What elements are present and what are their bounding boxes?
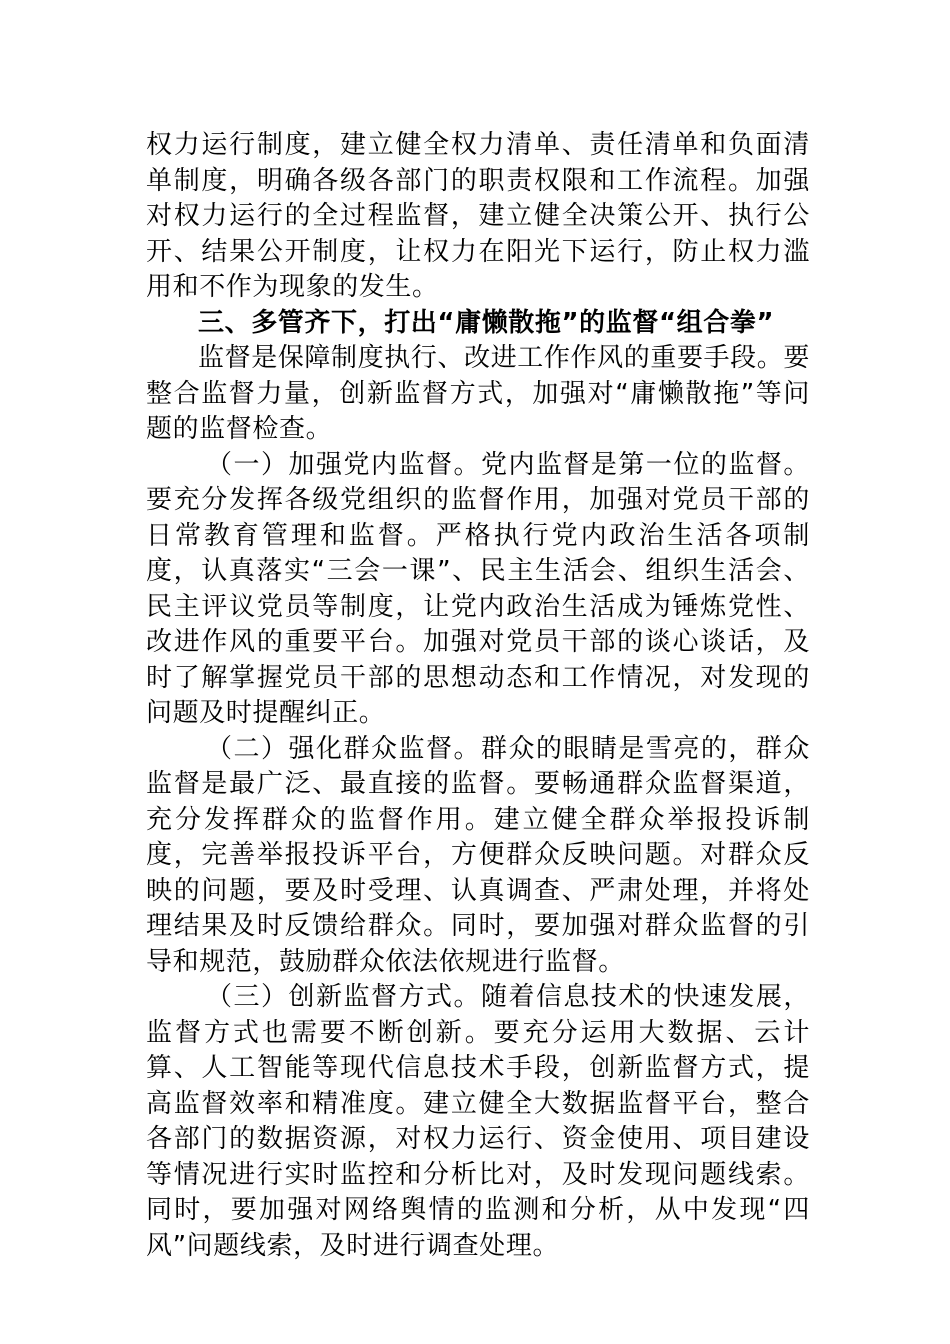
- section-heading-3: 三、多管齐下，打出“庸懒散拖”的监督“组合拳”: [198, 307, 775, 338]
- paragraph-continued: 权力运行制度，建立健全权力清单、责任清单和负面清单制度，明确各级各部门的职责权限和工作流程。加强对权力运行的全过程监督，建立健全决策公开、执行公开、结果公开制度，让权力在阳光下运行，防止权力滥用和不作为现象的发生。: [146, 130, 810, 302]
- subsection-paragraph-3: （三）创新监督方式。随着信息技术的快速发展，监督方式也需要不断创新。要充分运用大数据、云计算、人工智能等现代信息技术手段，创新监督方式，提高监督效率和精准度。建立健全大数据监督平台，整合各部门的数据资源，对权力运行、资金使用、项目建设等情况进行实时监控和分析比对，及时发现问题线索。同时，要加强对网络舆情的监测和分析，从中发现“四风”问题线索，及时进行调查处理。: [146, 982, 810, 1261]
- section-intro-paragraph: 监督是保障制度执行、改进工作作风的重要手段。要整合监督力量，创新监督方式，加强对“庸懒散拖”等问题的监督检查。: [146, 343, 810, 444]
- subsection-paragraph-1: （一）加强党内监督。党内监督是第一位的监督。要充分发挥各级党组织的监督作用，加强对党员干部的日常教育管理和监督。严格执行党内政治生活各项制度，认真落实“三会一课”、民主生活会、组织生活会、民主评议党员等制度，让党内政治生活成为锤炼党性、改进作风的重要平台。加强对党员干部的谈心谈话，及时了解掌握党员干部的思想动态和工作情况，对发现的问题及时提醒纠正。: [146, 449, 810, 728]
- subsection-paragraph-2: （二）强化群众监督。群众的眼睛是雪亮的，群众监督是最广泛、最直接的监督。要畅通群众监督渠道，充分发挥群众的监督作用。建立健全群众举报投诉制度，完善举报投诉平台，方便群众反映问题。对群众反映的问题，要及时受理、认真调查、严肃处理，并将处理结果及时反馈给群众。同时，要加强对群众监督的引导和规范，鼓励群众依法依规进行监督。: [146, 733, 810, 977]
- document-body: [146, 128, 810, 1264]
